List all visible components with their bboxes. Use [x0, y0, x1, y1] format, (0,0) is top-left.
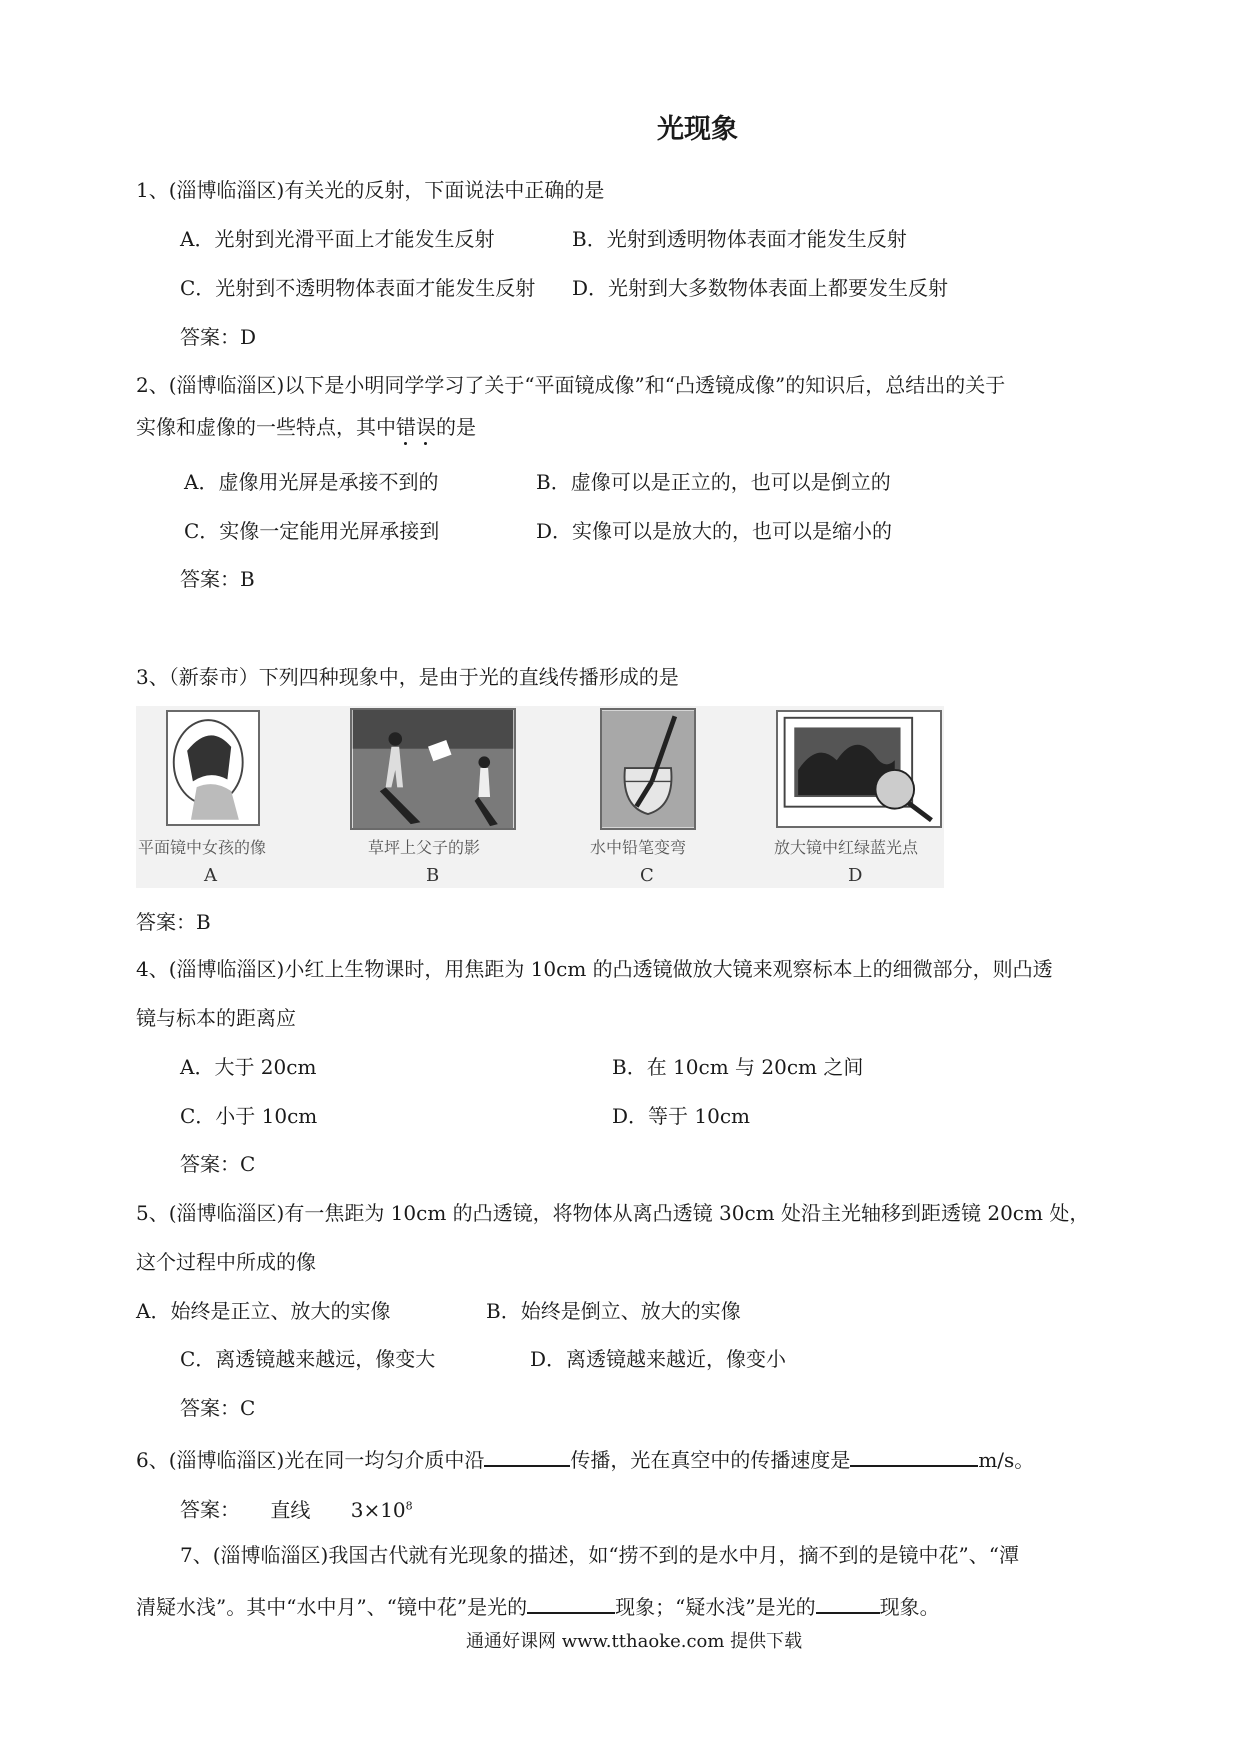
option-b: B．在 10cm 与 20cm 之间	[612, 1055, 864, 1079]
footer: 通通好课网 www.tthaoke.com 提供下载	[466, 1631, 803, 1652]
question-stem: 3、（新泰市）下列四种现象中，是由于光的直线传播形成的是	[136, 665, 679, 689]
stem-text: 现象。	[879, 1595, 940, 1619]
figure-magnifier-rgb-dots	[776, 710, 942, 828]
emphasized-word: 错误	[396, 415, 436, 439]
figure-caption: 草坪上父子的影	[368, 838, 481, 857]
option-a: A．大于 20cm	[180, 1055, 317, 1079]
option-c: C．实像一定能用光屏承接到	[184, 519, 440, 543]
answer: 答案：B	[180, 567, 255, 591]
answer: 答案：D	[180, 325, 257, 349]
option-d: D．离透镜越来越近，像变小	[530, 1347, 787, 1371]
option-d: D．等于 10cm	[612, 1104, 751, 1128]
figure-pencil-in-water	[600, 708, 696, 830]
stem-text: 传播，光在真空中的传播速度是	[570, 1448, 851, 1472]
stem-text: 清疑水浅”。其中“水中月”、“镜中花”是光的	[136, 1595, 528, 1619]
option-b: B．始终是倒立、放大的实像	[486, 1299, 741, 1323]
figure-strip	[136, 706, 944, 888]
figure-caption: 放大镜中红绿蓝光点	[774, 838, 919, 857]
stem-text: m/s。	[978, 1448, 1035, 1472]
stem-text: 6、(淄博临淄区)光在同一均匀介质中沿	[136, 1448, 485, 1472]
question-stem: 2、(淄博临淄区)以下是小明同学学习了关于“平面镜成像”和“凸透镜成像”的知识后，总结出的关于	[136, 373, 1006, 397]
answer: 答案：C	[180, 1152, 256, 1176]
question-stem-continued: 这个过程中所成的像	[136, 1250, 316, 1274]
figure-caption: 平面镜中女孩的像	[138, 838, 267, 857]
option-a: A．虚像用光屏是承接不到的	[184, 470, 439, 494]
option-c: C．光射到不透明物体表面才能发生反射	[180, 276, 536, 300]
fill-blank	[527, 1592, 615, 1614]
fill-blank	[484, 1445, 570, 1467]
page-title: 光现象	[657, 114, 738, 145]
question-stem-continued	[136, 1592, 940, 1619]
answer-value: $3\times 10^8$	[350, 1497, 413, 1522]
option-a: A．光射到光滑平面上才能发生反射	[180, 227, 495, 251]
fill-blank	[816, 1592, 880, 1614]
figure-label: D	[848, 865, 863, 886]
option-a: A．始终是正立、放大的实像	[136, 1299, 391, 1323]
stem-text: 的是	[436, 415, 476, 439]
figure-caption: 水中铅笔变弯	[590, 838, 687, 857]
option-b: B．光射到透明物体表面才能发生反射	[572, 227, 907, 251]
option-d: D．实像可以是放大的，也可以是缩小的	[536, 519, 893, 543]
question-stem-continued: 镜与标本的距离应	[136, 1006, 296, 1030]
option-c: C．离透镜越来越远，像变大	[180, 1347, 436, 1371]
answer	[180, 1494, 413, 1522]
option-d: D．光射到大多数物体表面上都要发生反射	[572, 276, 949, 300]
question-stem: 4、(淄博临淄区)小红上生物课时，用焦距为 10cm 的凸透镜做放大镜来观察标本上的细微部分，则凸透	[136, 957, 1053, 981]
question-stem	[136, 1445, 1034, 1472]
fill-blank	[850, 1445, 978, 1467]
answer-label: 答案：	[180, 1497, 240, 1522]
answer-value: 直线	[270, 1497, 311, 1522]
answer: 答案：C	[180, 1396, 256, 1420]
figure-label: A	[204, 865, 217, 886]
figure-lawn-shadows	[350, 708, 516, 830]
question-stem: 5、(淄博临淄区)有一焦距为 10cm 的凸透镜，将物体从离凸透镜 30cm 处沿主光轴移到距透镜 20cm 处，	[136, 1201, 1090, 1225]
stem-text: 实像和虚像的一些特点，其中	[136, 415, 396, 439]
answer: 答案：B	[136, 910, 211, 934]
option-b: B．虚像可以是正立的，也可以是倒立的	[536, 470, 891, 494]
stem-text: 现象；“疑水浅”是光的	[615, 1595, 816, 1619]
question-stem-continued	[136, 415, 476, 439]
figure-label: B	[426, 865, 440, 886]
question-stem: 1、(淄博临淄区)有关光的反射，下面说法中正确的是	[136, 178, 605, 202]
option-c: C．小于 10cm	[180, 1104, 318, 1128]
figure-label: C	[640, 865, 654, 886]
figure-mirror-girl	[166, 710, 260, 826]
question-stem: 7、(淄博临淄区)我国古代就有光现象的描述，如“捞不到的是水中月，摘不到的是镜中花”、“潭	[180, 1543, 1020, 1567]
